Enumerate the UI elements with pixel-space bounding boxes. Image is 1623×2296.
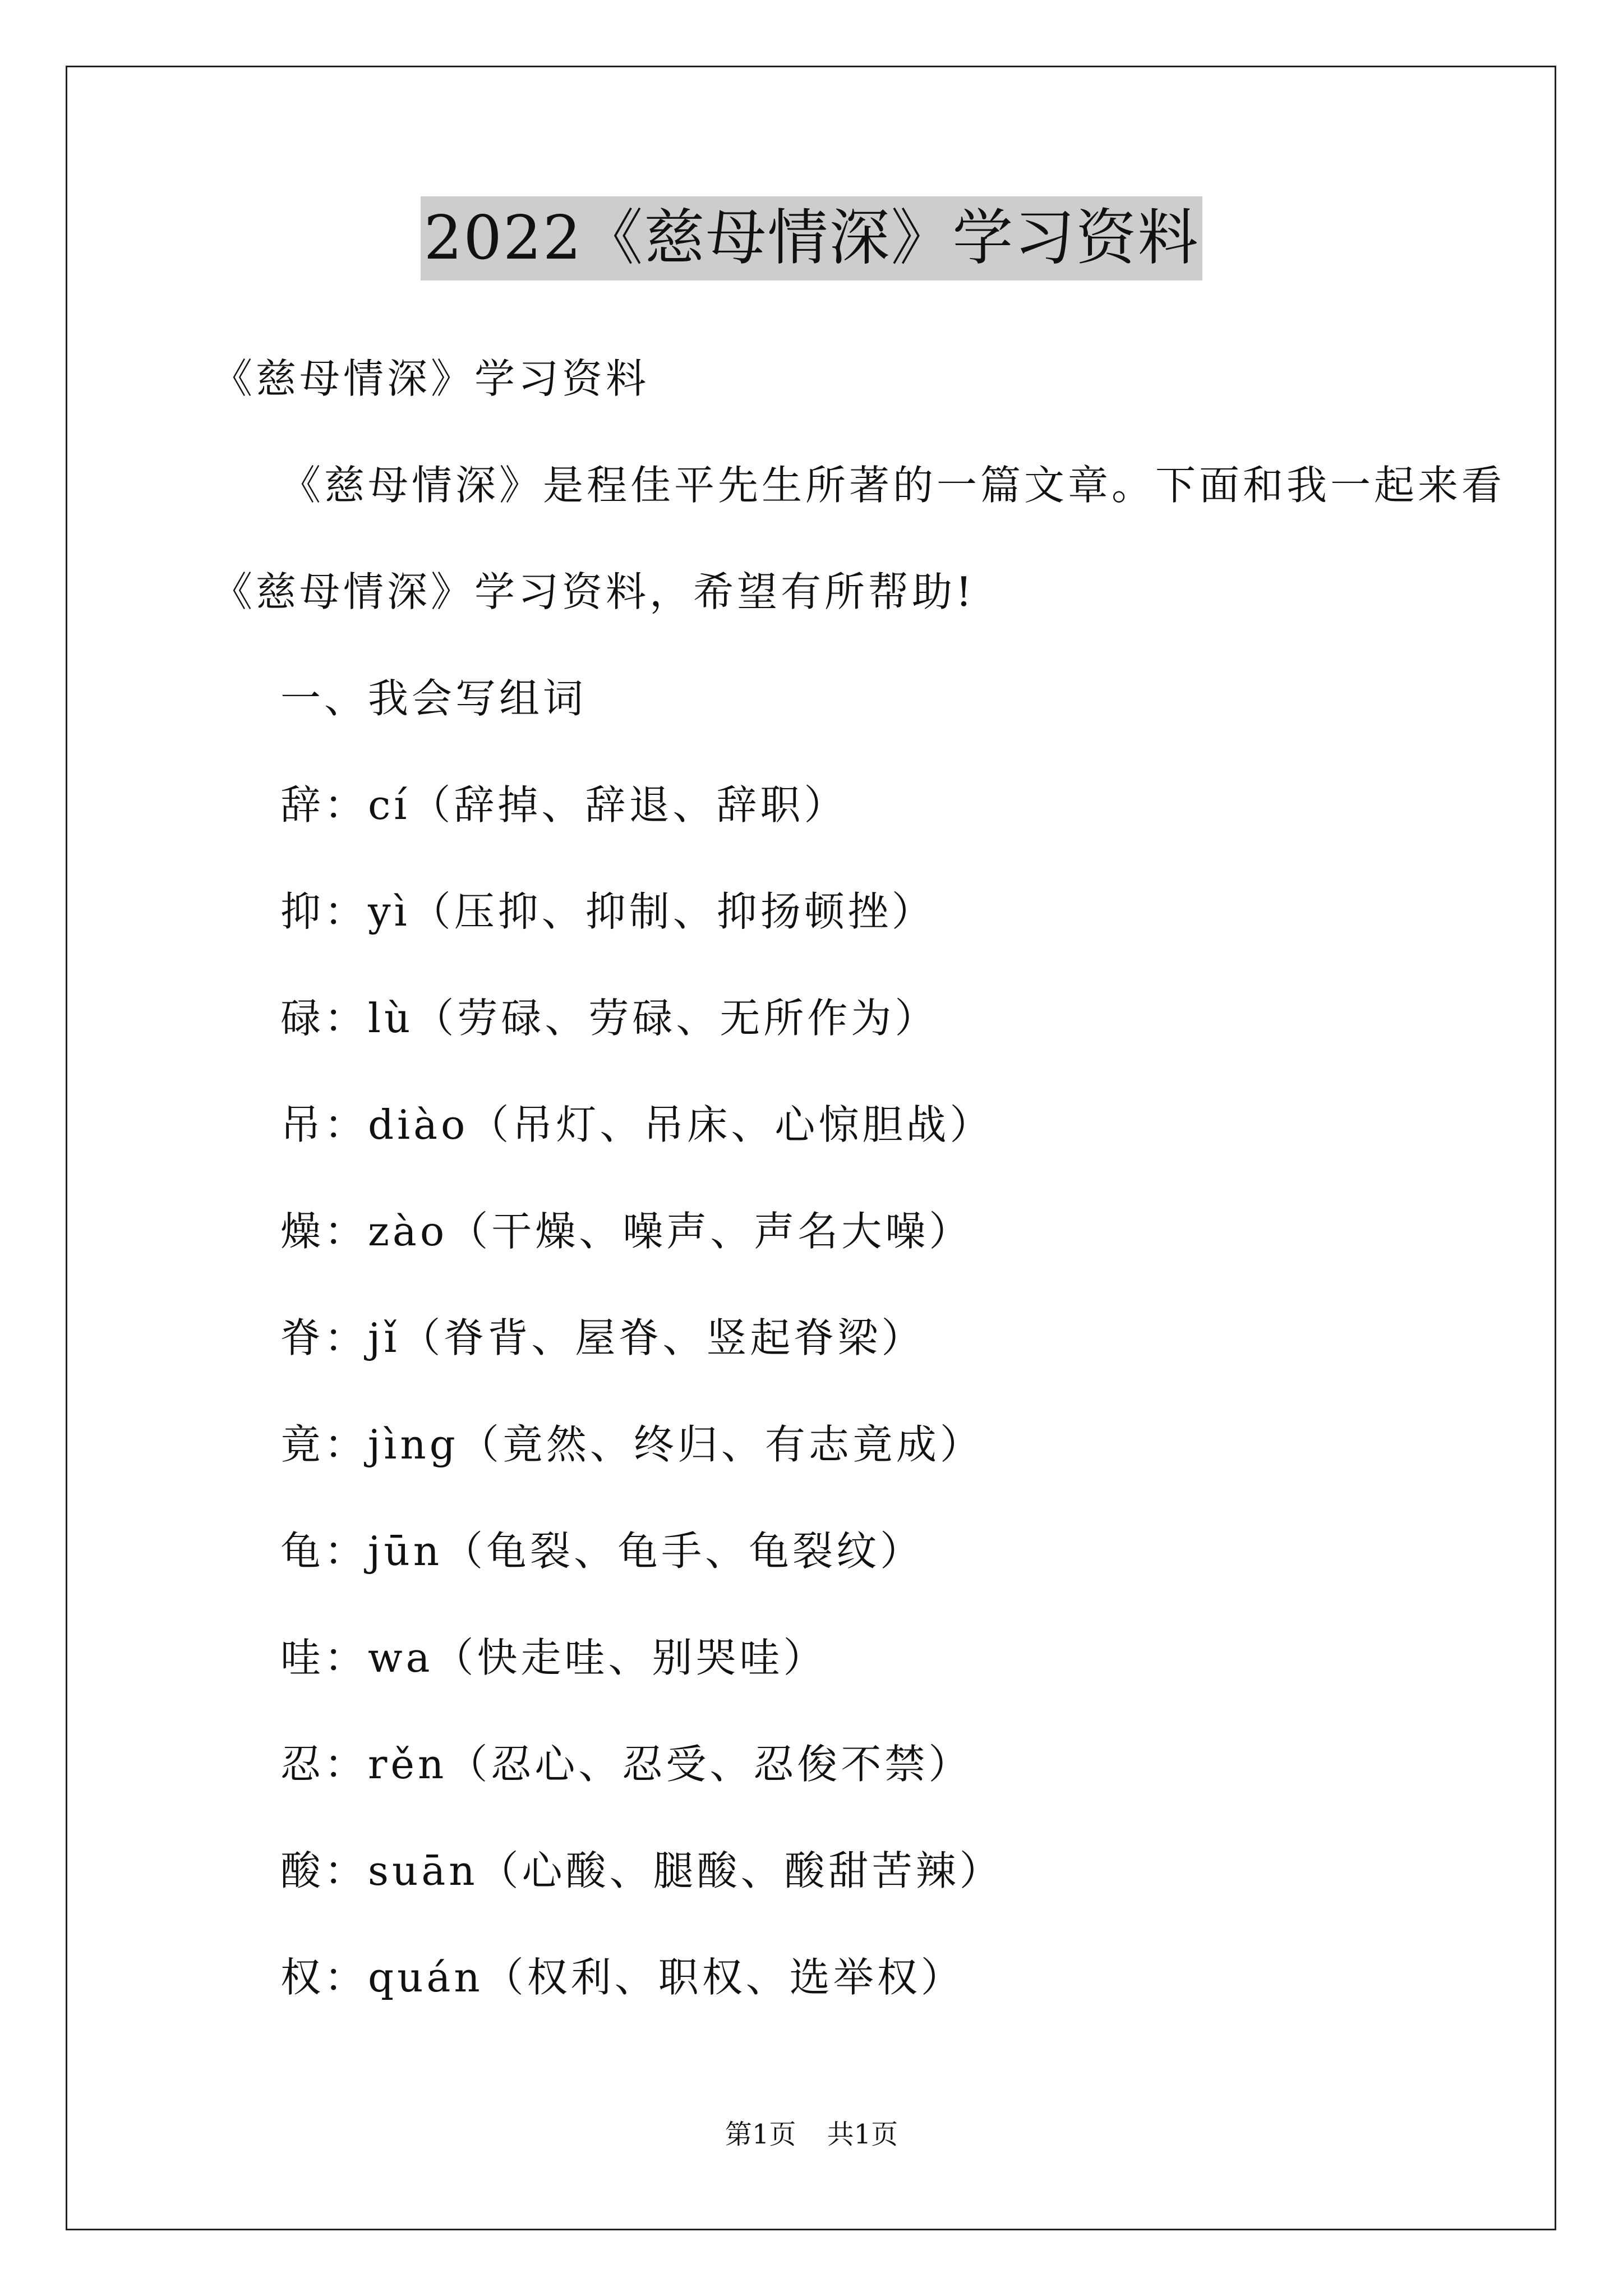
vocab-item: 吊：diào（吊灯、吊床、心惊胆战） [280,1101,994,1148]
intro-paragraph-line-2: 《慈母情深》学习资料，希望有所帮助! [212,568,975,615]
vocab-item: 酸：suān（心酸、腿酸、酸甜苦辣） [280,1847,1003,1894]
vocab-item: 脊：jǐ（脊背、屋脊、竖起脊梁） [280,1314,925,1361]
page-footer [0,2115,1623,2154]
vocab-item: 辞：cí（辞掉、辞退、辞职） [280,781,848,829]
vocab-item: 哇：wa（快走哇、别哭哇） [280,1634,827,1681]
document-subtitle: 《慈母情深》学习资料 [212,355,650,402]
document-title-text: 2022《慈母情深》学习资料 [421,196,1203,280]
page-number-current: 第1页 [725,2119,796,2150]
vocab-item: 燥：zào（干燥、噪声、声名大噪） [280,1208,973,1255]
vocab-item: 抑：yì（压抑、抑制、抑扬顿挫） [280,888,935,935]
page-number-total: 共1页 [827,2119,898,2150]
vocab-item: 龟：jūn（龟裂、龟手、龟裂纹） [280,1527,924,1575]
section-heading: 一、我会写组词 [280,675,587,722]
vocab-item: 忍：rěn（忍心、忍受、忍俊不禁） [280,1741,972,1788]
document-title [0,196,1623,280]
intro-paragraph-line-1: 《慈母情深》是程佳平先生所著的一篇文章。下面和我一起来看 [280,462,1506,509]
vocab-item: 权：quán（权利、职权、选举权） [280,1954,965,2001]
vocab-item: 竟：jìng（竟然、终归、有志竟成） [280,1421,984,1468]
vocab-item: 碌：lù（劳碌、劳碌、无所作为） [280,995,939,1042]
